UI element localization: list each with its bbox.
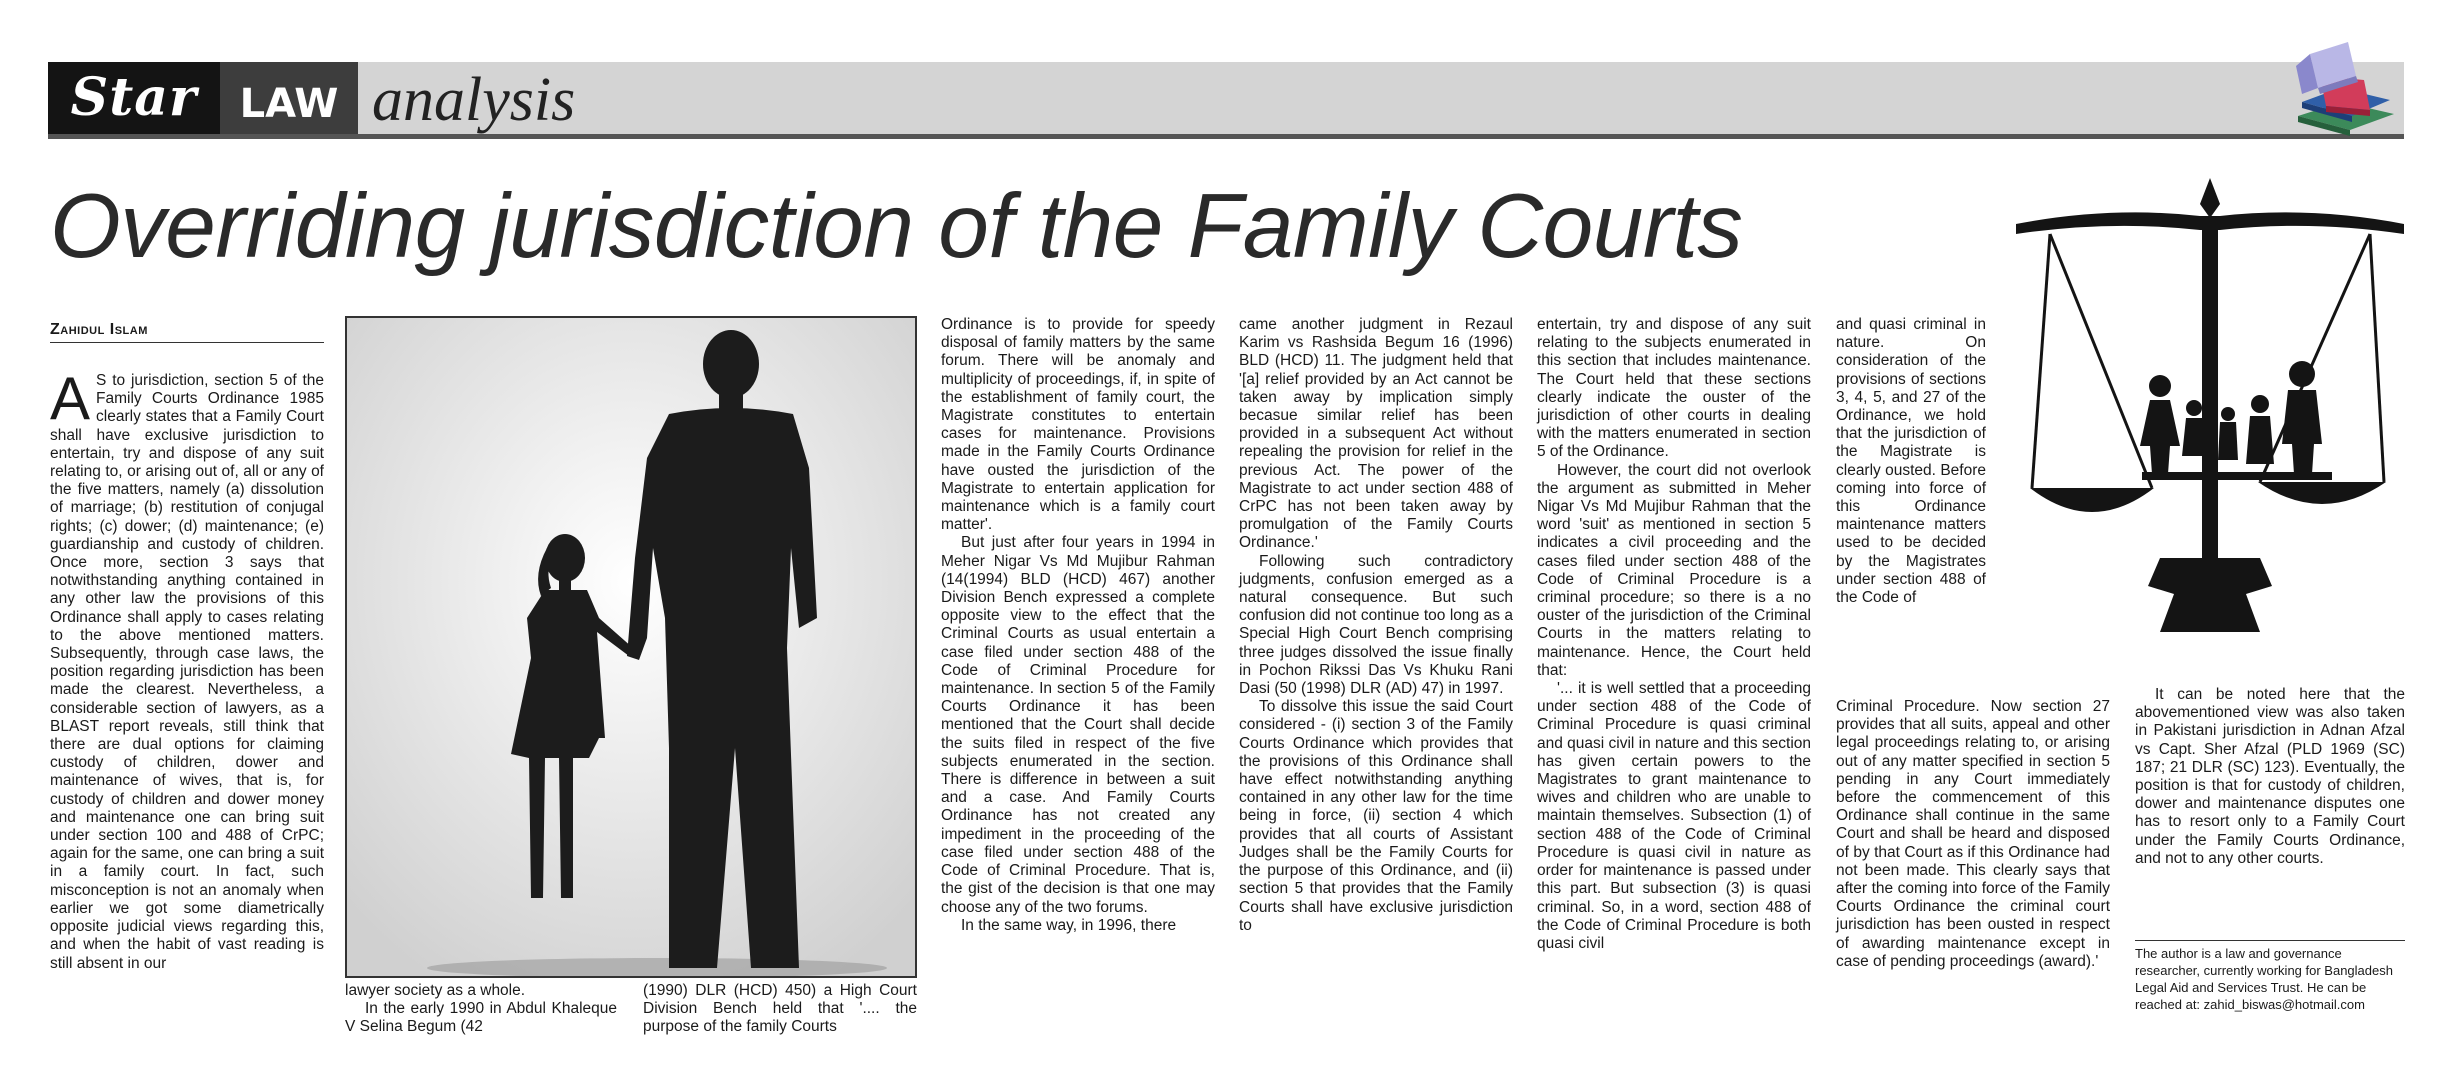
article-column-7 (1836, 316, 1986, 607)
paragraph: entertain, try and dispose of any suit relating to the subjects enumerated in this section that includes maintenance. The Court held that these sections clearly indicate the ouster of the jurisdiction of other courts in dealing with the matters enumerated in section 5 of the Ordinance. (1537, 316, 1811, 461)
paragraph: Following such contradictory judgments, confusion emerged as a natural consequence. But such confusion did not continue too long as a Special High Court Bench comprising three judges dissolved the issue finally in Pochon Rikssi Das Vs Khuku Rani Dasi (50 (1998) DLR (AD) 47) in 1997. (1239, 552, 1513, 698)
headline: Overriding jurisdiction of the Family Courts (50, 176, 1743, 277)
article-photo (345, 316, 917, 978)
paragraph: lawyer society as a whole. (345, 982, 526, 999)
paragraph: (1990) DLR (HCD) 450) a High Court Division Bench held that '.... the purpose of the family Courts (643, 982, 917, 1036)
paragraph: Ordinance is to provide for speedy disposal of family matters by the same forum. There will be anomaly and multiplicity of proceedings, if, in spite of the establishment of family court, the Magistrate constitutes to entertain cases for maintenance. Provisions made in the Family Courts Ordinance have ousted the jurisdiction of the Magistrate to entertain application for maintenance which is a family court matter'. (941, 316, 1215, 534)
author-note: The author is a law and governance researcher, currently working for Bangladesh Legal Aid and Services Trust. He can be reached at: zahid_biswas@hotmail.com (2135, 946, 2393, 1012)
article-column-6 (1537, 316, 1811, 953)
books-icon (2290, 36, 2400, 136)
paragraph: '... it is well settled that a proceeding under section 488 of the Code of Criminal Procedure is quasi criminal and quasi civil in nature and this section has given certain powers to the Magistrates to grant maintenance to wives and children who are unable to maintain themselves. Subsection (1) of section 488 of the Code of Criminal Procedure is quasi civil in nature as order for maintenance is passed under this part. But subsection (3) is quasi criminal. So, in a word, section 488 of the Code of Criminal Procedure is both quasi civil (1537, 680, 1811, 952)
article-column-1 (50, 365, 324, 973)
article-column-7-continued (1836, 698, 2110, 971)
paragraph: It can be noted here that the abovementioned view was also taken in Pakistani jurisdiction in Adnan Afzal vs Capt. Sher Afzal (PLD 1969 (SC) 187; 21 DLR (SC) 123). Eventually, the position is that for custody of children, dower and maintenance disputes one has to resort only to a Family Court under the Family Courts Ordinance, and not to any other courts. (2135, 686, 2405, 867)
article-column-4 (941, 316, 1215, 935)
family-figures (2140, 361, 2332, 480)
article-column-3 (643, 982, 917, 1037)
scales-of-justice-family-icon (2010, 176, 2410, 646)
subsection-label: analysis (372, 66, 576, 134)
masthead-rule (48, 134, 2404, 139)
paragraph: Criminal Procedure. Now section 27 provides that all suits, appeal and other legal proceedings relating to, or arising out of any matter specified in section 5 pending in any Court immediately before the commencement of this Ordinance shall continue in the same Court and shall be heard and disposed of by that Court as if this Ordinance had not been made. This clearly says that after the coming into force of the Family Courts Ordinance the criminal court jurisdiction has been ousted in respect of awarding maintenance except in case of pending proceedings (award).' (1836, 698, 2110, 970)
paragraph: and quasi criminal in nature. On consideration of the provisions of sections 3, 4, 5, and 27 of the Ordinance, we hold that the jurisdiction of the Magistrate is clearly ousted. Before coming into force of this Ordinance maintenance matters used to be decided by the Magistrates under section 488 of the Code of (1836, 316, 1986, 607)
paragraph: To dissolve this issue the said Court considered - (i) section 3 of the Family Courts Ordinance which provides that the provisions of this Ordinance shall have effect notwithstanding anything contained in any other law for the time being in force, (ii) section 4 which provides that all courts of Assistant Judges shall be the Family Courts for the purpose of this Ordinance, and (ii) section 5 that provides that the Family Courts shall have exclusive jurisdiction to (1239, 698, 1513, 934)
paragraph: S to jurisdiction, section 5 of the Family Courts Ordinance 1985 clearly states that a Family Court shall have exclusive jurisdiction to entertain, try and dispose of any suit relating to, or arising out of, all or any of the five matters, namely (a) dissolution of marriage; (b) restitution of conjugal rights; (c) dower; (d) maintenance; (e) guardianship and custody of children. Once more, section 3 says that notwithstanding anything contained in any other law the provisions of this Ordinance shall apply to cases relating to the above mentioned matters. Subsequently, through case laws, the position regarding jurisdiction has been made the clearest. Nevertheless, a considerable section of lawyers, as a BLAST report reveals, still think that there are dual options for claiming custody of children, dower and maintenance of wives, that is, for custody of children and dower money and maintenance one can bring suit under section 100 and 488 of CrPC; again for the same, one can bring a suit in a family court. In fact, such misconception is not an anomaly when earlier we got some diametrically opposite judicial views regarding this, and when the habit of vast reading is still absent in our (50, 372, 324, 972)
father-daughter-silhouette-image (347, 318, 915, 976)
byline: Zahidul Islam (50, 321, 324, 343)
note-divider (2135, 940, 2405, 941)
dropcap: A (50, 365, 91, 432)
paragraph: came another judgment in Rezaul Karim vs Rashsida Begum 16 (1996) BLD (HCD) 11. The judgment held that '[a] relief provided by an Act cannot be taken away by implication simply becasue similar relief has been provided in a subsequent Act without repealing the provision for relief in the previous Act. The power of the Magistrate to act under section 488 of CrPC has not been taken away by promulgation of the Family Courts Ordinance.' (1239, 316, 1513, 552)
paragraph: But just after four years in 1994 in Meher Nigar Vs Md Mujibur Rahman (14(1994) BLD (HCD) 467) another Division Bench expressed a complete opposite view to the effect that the Criminal Courts as usual entertain a case filed under section 488 of the Code of Criminal Procedure for maintenance. In section 5 of the Family Courts Ordinance it has been mentioned that the Court shall decide the suits filed in respect of the five subjects enumerated in the section. There is difference in between a suit and a case. And Family Courts Ordinance has not created any impediment in the proceeding of the case filed under section 488 of the Code of Criminal Procedure. That is, the gist of the decision is that one may choose any of the two forums. (941, 534, 1215, 916)
section-label: LAW (220, 62, 358, 134)
brand-logo: Star (48, 62, 220, 134)
paragraph: In the early 1990 in Abdul Khaleque V Selina Begum (42 (345, 1000, 617, 1036)
paragraph: In the same way, in 1996, there (961, 916, 1177, 934)
article-column-2 (345, 982, 617, 1037)
paragraph: However, the court did not overlook the argument as submitted in Meher Nigar Vs Md Mujibur Rahman that the word 'suit' as mentioned in section 5 indicates a civil proceeding and the cases filed under section 488 of the Code of Criminal Procedure is a criminal procedure; so there is a no ouster of the jurisdiction of the Criminal Courts in the matters relating to maintenance. Hence, the Court held that: (1537, 461, 1811, 679)
article-column-5 (1239, 316, 1513, 935)
article-column-8 (2135, 686, 2405, 868)
